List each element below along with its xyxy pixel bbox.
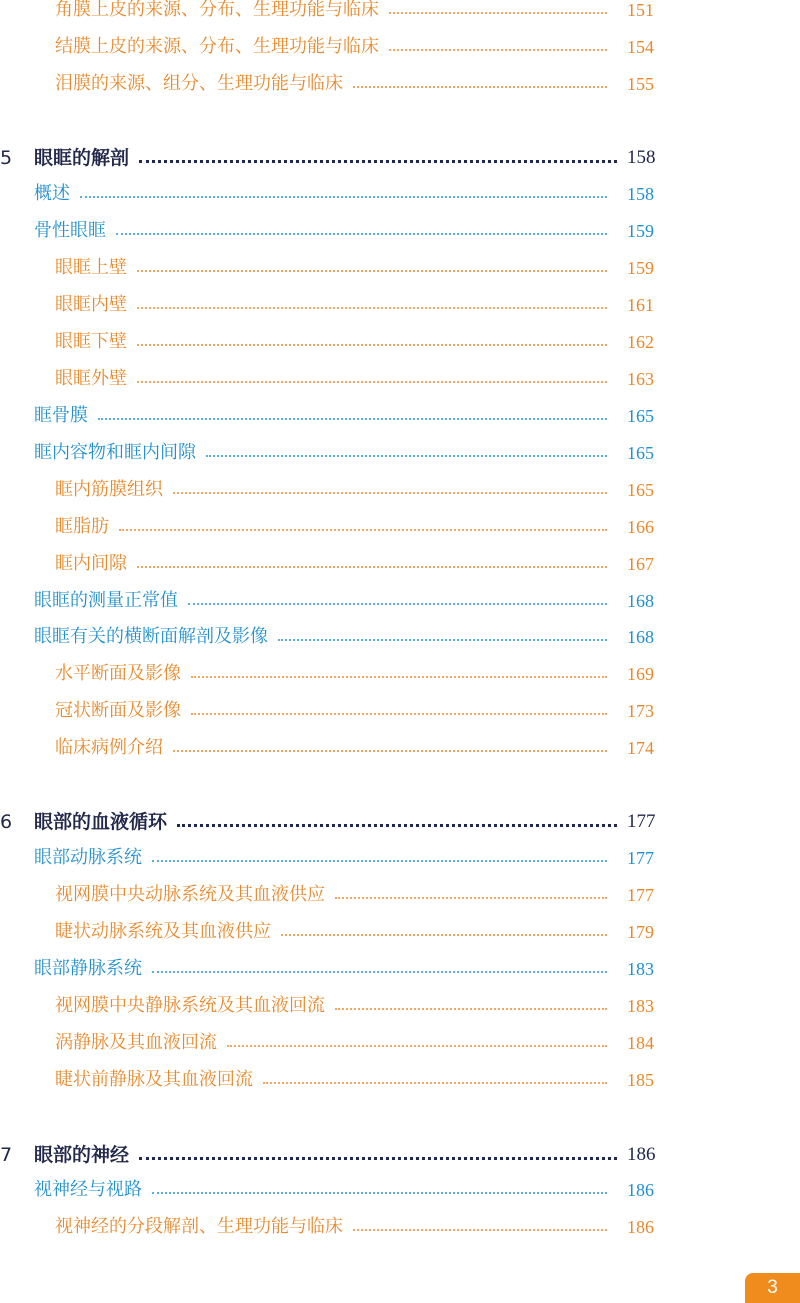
entry-page-number: 173	[627, 701, 654, 721]
toc-subsection-entry[interactable]	[0, 1065, 800, 1095]
dot-leader	[98, 418, 607, 420]
entry-page-number: 163	[627, 369, 654, 389]
entry-page-number: 168	[627, 591, 654, 611]
entry-title: 睫状前静脉及其血液回流	[55, 1069, 253, 1090]
entry-page-number: 151	[627, 0, 654, 20]
dot-leader	[278, 639, 607, 641]
entry-title: 视神经与视路	[34, 1179, 142, 1200]
entry-title: 涡静脉及其血液回流	[55, 1032, 217, 1053]
entry-title: 眼眶外壁	[55, 368, 127, 389]
entry-page-number: 166	[627, 517, 654, 537]
entry-page-number: 168	[627, 627, 654, 647]
toc-subsection-entry[interactable]	[0, 1212, 800, 1242]
entry-page-number: 184	[627, 1033, 654, 1053]
entry-title: 视网膜中央静脉系统及其血液回流	[55, 995, 325, 1016]
entry-page-number: 165	[627, 443, 654, 463]
entry-title: 眼眶上壁	[55, 257, 127, 278]
entry-page-number: 154	[627, 37, 654, 57]
toc-subsection-entry[interactable]	[0, 880, 800, 910]
entry-title: 眼部的血液循环	[34, 811, 168, 833]
toc-subsection-entry[interactable]	[0, 696, 800, 726]
toc-subsection-entry[interactable]	[0, 253, 800, 283]
dot-leader	[119, 529, 607, 531]
entry-page-number: 165	[627, 480, 654, 500]
entry-title: 眼眶的解剖	[34, 147, 130, 169]
entry-page-number: 174	[627, 738, 654, 758]
dot-leader	[173, 492, 607, 494]
dot-leader	[335, 1008, 607, 1010]
dot-leader	[173, 750, 607, 752]
entry-title: 眶骨膜	[34, 405, 88, 426]
dot-leader	[137, 344, 607, 346]
dot-leader	[139, 1157, 617, 1160]
toc-section-entry[interactable]	[0, 622, 800, 652]
dot-leader	[188, 603, 607, 605]
toc-section-entry[interactable]	[0, 438, 800, 468]
entry-page-number: 161	[627, 295, 654, 315]
dot-leader	[116, 233, 607, 235]
toc-chapter-entry[interactable]	[0, 143, 800, 173]
dot-leader	[137, 307, 607, 309]
entry-page-number: 185	[627, 1070, 654, 1090]
toc-subsection-entry[interactable]	[0, 1028, 800, 1058]
entry-title: 眼部静脉系统	[34, 958, 142, 979]
entry-title: 眼眶下壁	[55, 331, 127, 352]
toc-section-entry[interactable]	[0, 1175, 800, 1205]
page-number-badge: 3	[745, 1273, 800, 1303]
entry-page-number: 158	[627, 147, 656, 168]
dot-leader	[206, 455, 607, 457]
toc-section-entry[interactable]	[0, 401, 800, 431]
entry-title: 水平断面及影像	[55, 663, 181, 684]
entry-page-number: 177	[627, 885, 654, 905]
dot-leader	[137, 270, 607, 272]
entry-page-number: 177	[627, 811, 656, 832]
entry-title: 冠状断面及影像	[55, 700, 181, 721]
toc-subsection-entry[interactable]	[0, 991, 800, 1021]
toc-section-entry[interactable]	[0, 586, 800, 616]
dot-leader	[281, 934, 607, 936]
toc-chapter-entry[interactable]	[0, 807, 800, 837]
entry-page-number: 165	[627, 406, 654, 426]
entry-title: 结膜上皮的来源、分布、生理功能与临床	[55, 36, 379, 57]
toc-subsection-entry[interactable]	[0, 659, 800, 689]
entry-page-number: 155	[627, 74, 654, 94]
dot-leader	[353, 86, 607, 88]
toc-subsection-entry[interactable]	[0, 290, 800, 320]
entry-page-number: 179	[627, 922, 654, 942]
dot-leader	[191, 713, 607, 715]
entry-page-number: 183	[627, 959, 654, 979]
toc-chapter-entry[interactable]	[0, 1140, 800, 1170]
entry-page-number: 186	[627, 1217, 654, 1237]
entry-title: 临床病例介绍	[55, 737, 163, 758]
toc-subsection-entry[interactable]	[0, 32, 800, 62]
entry-title: 眼眶有关的横断面解剖及影像	[34, 626, 268, 647]
entry-title: 眼眶内壁	[55, 294, 127, 315]
toc-subsection-entry[interactable]	[0, 69, 800, 99]
toc-subsection-entry[interactable]	[0, 0, 800, 25]
entry-page-number: 169	[627, 664, 654, 684]
chapter-number: 7	[0, 1144, 13, 1166]
entry-title: 眼部的神经	[34, 1144, 130, 1166]
toc-section-entry[interactable]	[0, 843, 800, 873]
entry-page-number: 162	[627, 332, 654, 352]
entry-title: 视神经的分段解剖、生理功能与临床	[55, 1216, 343, 1237]
toc-subsection-entry[interactable]	[0, 549, 800, 579]
dot-leader	[137, 566, 607, 568]
dot-leader	[152, 971, 607, 973]
entry-page-number: 167	[627, 554, 654, 574]
dot-leader	[177, 824, 617, 827]
chapter-number: 5	[0, 147, 13, 169]
toc-subsection-entry[interactable]	[0, 733, 800, 763]
entry-title: 视网膜中央动脉系统及其血液供应	[55, 884, 325, 905]
dot-leader	[152, 860, 607, 862]
dot-leader	[137, 381, 607, 383]
dot-leader	[335, 897, 607, 899]
entry-page-number: 159	[627, 258, 654, 278]
entry-title: 眼部动脉系统	[34, 847, 142, 868]
dot-leader	[263, 1082, 607, 1084]
toc-section-entry[interactable]	[0, 179, 800, 209]
entry-page-number: 186	[627, 1180, 654, 1200]
entry-page-number: 158	[627, 184, 654, 204]
dot-leader	[139, 160, 617, 163]
entry-title: 眶内筋膜组织	[55, 479, 163, 500]
chapter-number: 6	[0, 811, 13, 833]
dot-leader	[353, 1229, 607, 1231]
dot-leader	[389, 49, 607, 51]
entry-title: 角膜上皮的来源、分布、生理功能与临床	[55, 0, 379, 20]
entry-title: 骨性眼眶	[34, 220, 106, 241]
toc-subsection-entry[interactable]	[0, 364, 800, 394]
entry-title: 睫状动脉系统及其血液供应	[55, 921, 271, 942]
entry-title: 眶内容物和眶内间隙	[34, 442, 196, 463]
dot-leader	[389, 12, 607, 14]
dot-leader	[227, 1045, 607, 1047]
dot-leader	[191, 676, 607, 678]
entry-title: 概述	[34, 183, 70, 204]
entry-page-number: 183	[627, 996, 654, 1016]
entry-page-number: 159	[627, 221, 654, 241]
toc-subsection-entry[interactable]	[0, 327, 800, 357]
entry-title: 眶内间隙	[55, 553, 127, 574]
dot-leader	[152, 1192, 607, 1194]
toc-section-entry[interactable]	[0, 216, 800, 246]
entry-title: 眶脂肪	[55, 516, 109, 537]
toc-subsection-entry[interactable]	[0, 475, 800, 505]
entry-title: 泪膜的来源、组分、生理功能与临床	[55, 73, 343, 94]
toc-subsection-entry[interactable]	[0, 512, 800, 542]
entry-page-number: 177	[627, 848, 654, 868]
toc-subsection-entry[interactable]	[0, 917, 800, 947]
dot-leader	[80, 196, 607, 198]
entry-title: 眼眶的测量正常值	[34, 590, 178, 611]
toc-section-entry[interactable]	[0, 954, 800, 984]
entry-page-number: 186	[627, 1144, 656, 1165]
